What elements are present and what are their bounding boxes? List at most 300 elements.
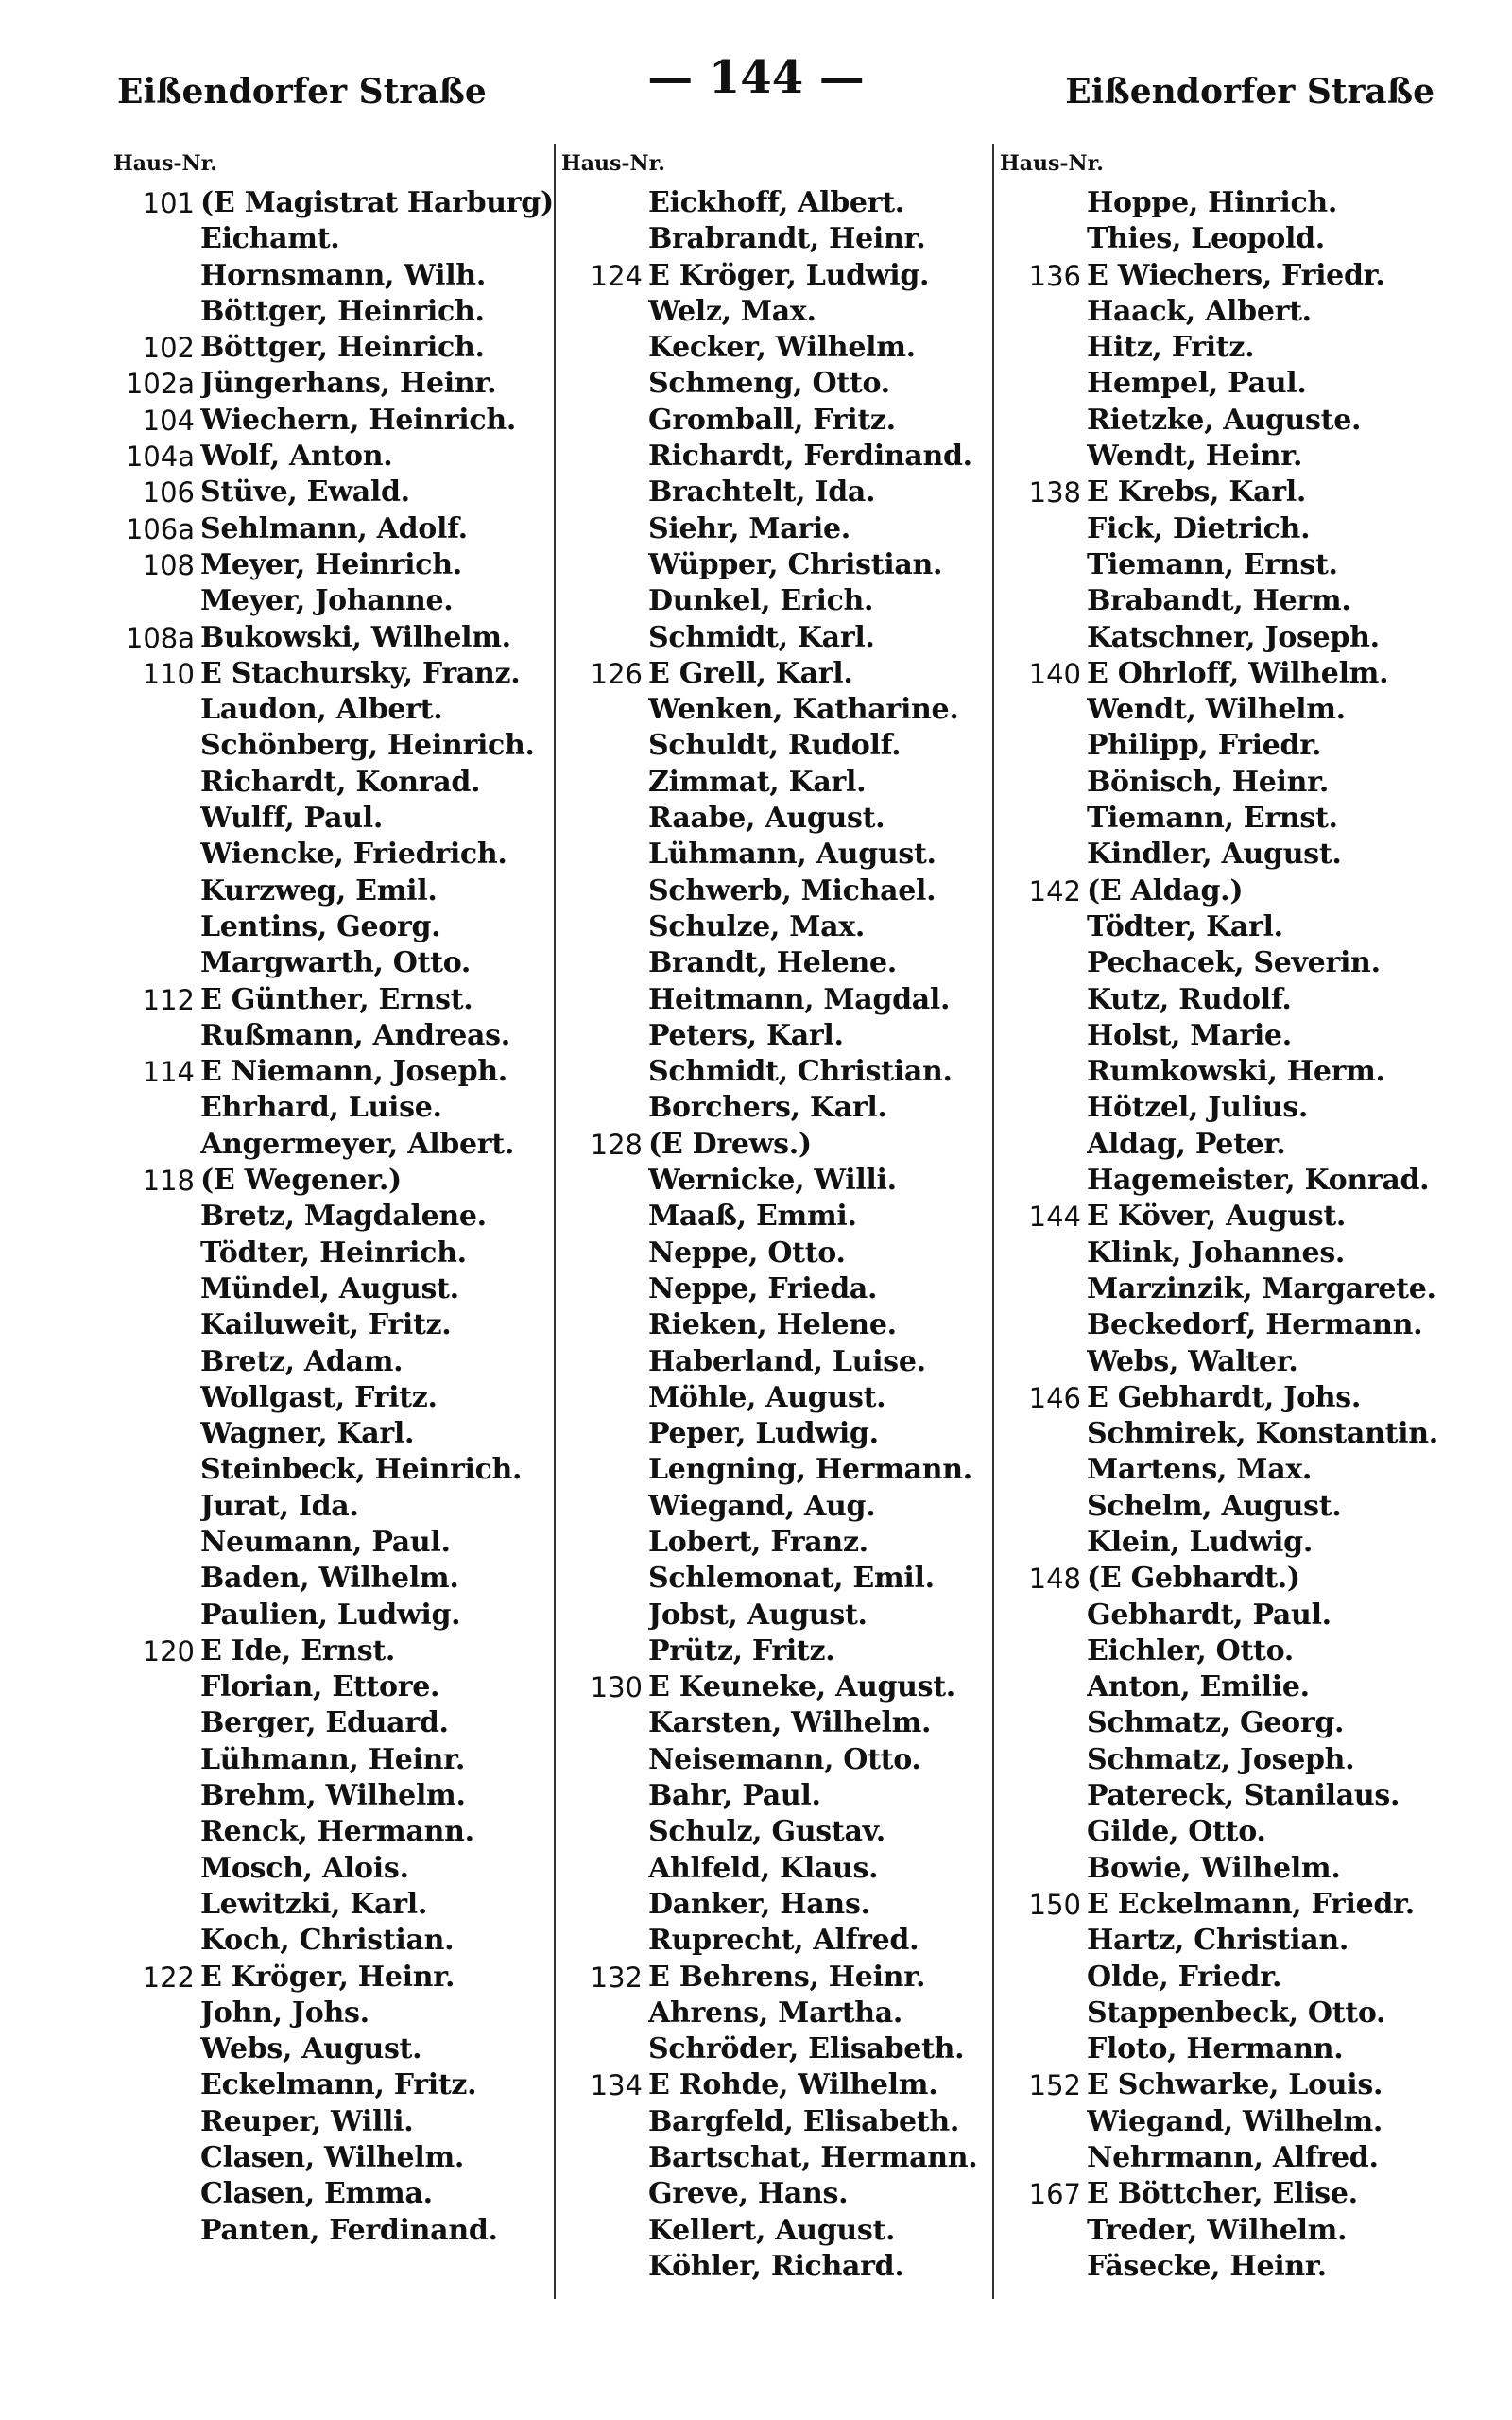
house-number: 167 bbox=[1028, 2178, 1081, 2211]
house-number bbox=[1000, 403, 1087, 439]
list-item bbox=[561, 1634, 1005, 1669]
resident-name: Beckedorf, Hermann. bbox=[1087, 1308, 1423, 1342]
house-number-heading: Haus-Nr. bbox=[561, 151, 665, 176]
list-item bbox=[561, 1090, 1005, 1126]
house-number bbox=[1000, 2213, 1087, 2249]
list-item bbox=[1000, 765, 1444, 801]
house-number bbox=[561, 2031, 648, 2067]
resident-name: E Behrens, Heinr. bbox=[648, 1960, 926, 1994]
list-item bbox=[1000, 1416, 1444, 1452]
resident-name: Rieken, Helene. bbox=[648, 1308, 897, 1342]
list-item bbox=[561, 439, 1005, 475]
resident-name: Nehrmann, Alfred. bbox=[1087, 2141, 1379, 2175]
resident-name: Wenken, Katharine. bbox=[648, 693, 959, 727]
resident-name: Bowie, Wilhelm. bbox=[1087, 1851, 1341, 1885]
house-number bbox=[1000, 511, 1087, 547]
house-number: 126 bbox=[590, 657, 643, 690]
house-number bbox=[113, 692, 200, 728]
entry-list bbox=[561, 185, 1005, 2285]
resident-name: (E Magistrat Harburg) bbox=[200, 186, 554, 219]
list-item bbox=[1000, 2249, 1444, 2285]
list-item bbox=[1000, 1380, 1444, 1416]
resident-name: Richardt, Konrad. bbox=[200, 765, 481, 799]
house-number bbox=[561, 1996, 648, 2031]
house-number bbox=[1000, 1307, 1087, 1343]
list-item bbox=[113, 439, 558, 475]
list-item bbox=[1000, 2140, 1444, 2176]
house-number bbox=[1000, 185, 1087, 221]
list-item bbox=[1000, 2176, 1444, 2212]
list-item bbox=[561, 1705, 1005, 1741]
house-number bbox=[1000, 1705, 1087, 1741]
list-item bbox=[1000, 1960, 1444, 1996]
house-number bbox=[561, 1814, 648, 1850]
house-number: 102a bbox=[125, 368, 195, 401]
list-item bbox=[113, 2140, 558, 2176]
resident-name: Schwerb, Michael. bbox=[648, 873, 936, 908]
house-number bbox=[1000, 1018, 1087, 1054]
list-item bbox=[1000, 403, 1444, 439]
house-number bbox=[1000, 2249, 1087, 2285]
list-item bbox=[113, 366, 558, 402]
resident-name: Stappenbeck, Otto. bbox=[1087, 1996, 1386, 2030]
list-item bbox=[1000, 692, 1444, 728]
resident-name: Tiemann, Ernst. bbox=[1087, 547, 1338, 581]
list-item bbox=[113, 656, 558, 692]
house-number bbox=[561, 728, 648, 764]
resident-name: Koch, Christian. bbox=[200, 1924, 455, 1958]
house-number bbox=[1000, 1452, 1087, 1488]
house-number bbox=[561, 692, 648, 728]
resident-name: E Eckelmann, Friedr. bbox=[1087, 1887, 1415, 1921]
list-item bbox=[113, 2176, 558, 2212]
list-item bbox=[1000, 1923, 1444, 1959]
house-number bbox=[561, 982, 648, 1018]
list-item bbox=[1000, 1851, 1444, 1887]
house-number bbox=[1000, 221, 1087, 257]
resident-name: Ahlfeld, Klaus. bbox=[648, 1851, 879, 1885]
resident-name: Eckelmann, Fritz. bbox=[200, 2068, 477, 2102]
list-item bbox=[1000, 583, 1444, 619]
resident-name: Baden, Wilhelm. bbox=[200, 1562, 459, 1596]
house-number bbox=[1000, 1489, 1087, 1525]
list-item bbox=[113, 945, 558, 981]
list-item bbox=[113, 185, 558, 221]
resident-name: Neppe, Frieda. bbox=[648, 1271, 878, 1305]
house-number bbox=[1000, 801, 1087, 837]
resident-name: Neisemann, Otto. bbox=[648, 1742, 921, 1776]
street-header-right: Eißendorfer Straße bbox=[1065, 72, 1435, 112]
house-number: 112 bbox=[142, 983, 195, 1016]
house-number bbox=[1000, 1127, 1087, 1163]
house-number bbox=[561, 1307, 648, 1343]
house-number bbox=[1000, 1778, 1087, 1814]
list-item bbox=[1000, 258, 1444, 294]
list-item bbox=[561, 258, 1005, 294]
resident-name: Steinbeck, Heinrich. bbox=[200, 1453, 523, 1487]
list-item bbox=[561, 511, 1005, 547]
list-item bbox=[1000, 801, 1444, 837]
list-item bbox=[561, 1851, 1005, 1887]
house-number: 138 bbox=[1028, 476, 1081, 510]
house-number bbox=[1000, 1923, 1087, 1959]
list-item bbox=[1000, 1127, 1444, 1163]
house-number-heading: Haus-Nr. bbox=[113, 151, 217, 176]
house-number bbox=[561, 2213, 648, 2249]
house-number bbox=[561, 185, 648, 221]
resident-name: Tiemann, Ernst. bbox=[1087, 802, 1338, 836]
resident-name: Raabe, August. bbox=[648, 802, 885, 836]
resident-name: Möhle, August. bbox=[648, 1380, 886, 1414]
list-item bbox=[1000, 1271, 1444, 1307]
house-number bbox=[561, 801, 648, 837]
list-item bbox=[561, 1163, 1005, 1199]
list-item bbox=[561, 1923, 1005, 1959]
list-item bbox=[561, 656, 1005, 692]
list-item bbox=[1000, 439, 1444, 475]
resident-name: Kellert, August. bbox=[648, 2213, 896, 2247]
list-item bbox=[1000, 873, 1444, 909]
house-number: 102 bbox=[142, 332, 195, 365]
resident-name: Lühmann, Heinr. bbox=[200, 1742, 466, 1776]
resident-name: Brachtelt, Ida. bbox=[648, 475, 876, 510]
resident-name: Rußmann, Andreas. bbox=[200, 1018, 510, 1052]
house-number bbox=[113, 909, 200, 945]
house-number bbox=[113, 1199, 200, 1235]
list-item bbox=[113, 330, 558, 366]
house-number bbox=[561, 2249, 648, 2285]
list-item bbox=[1000, 837, 1444, 873]
list-item bbox=[113, 294, 558, 330]
resident-name: Wendt, Heinr. bbox=[1087, 440, 1303, 474]
resident-name: Paulien, Ludwig. bbox=[200, 1598, 461, 1632]
list-item bbox=[561, 1344, 1005, 1380]
resident-name: Philipp, Friedr. bbox=[1087, 729, 1322, 763]
list-item bbox=[561, 403, 1005, 439]
resident-name: Lentins, Georg. bbox=[200, 909, 441, 943]
house-number bbox=[1000, 620, 1087, 656]
list-item bbox=[113, 873, 558, 909]
resident-name: Hartz, Christian. bbox=[1087, 1924, 1349, 1958]
resident-name: Schelm, August. bbox=[1087, 1489, 1342, 1523]
list-item bbox=[113, 1127, 558, 1163]
house-number bbox=[561, 2104, 648, 2140]
resident-name: Jobst, August. bbox=[648, 1598, 868, 1632]
resident-name: Neumann, Paul. bbox=[200, 1525, 451, 1559]
list-item bbox=[113, 258, 558, 294]
list-item bbox=[1000, 221, 1444, 257]
resident-name: Maaß, Emmi. bbox=[648, 1200, 857, 1234]
list-item bbox=[113, 2213, 558, 2249]
house-number bbox=[113, 294, 200, 330]
house-number bbox=[113, 1090, 200, 1126]
resident-name: Peters, Karl. bbox=[648, 1018, 844, 1052]
list-item bbox=[561, 547, 1005, 583]
house-number bbox=[1000, 583, 1087, 619]
house-number bbox=[1000, 2104, 1087, 2140]
house-number bbox=[113, 1416, 200, 1452]
resident-name: Lewitzki, Karl. bbox=[200, 1887, 428, 1921]
house-number bbox=[113, 1018, 200, 1054]
resident-name: Wendt, Wilhelm. bbox=[1087, 693, 1346, 727]
list-item bbox=[113, 1199, 558, 1235]
house-number bbox=[561, 1561, 648, 1597]
resident-name: Webs, Walter. bbox=[1087, 1344, 1298, 1378]
list-item bbox=[561, 1525, 1005, 1561]
house-number bbox=[561, 873, 648, 909]
list-item bbox=[113, 1742, 558, 1778]
list-item bbox=[113, 1307, 558, 1343]
resident-name: Brandt, Helene. bbox=[648, 946, 897, 980]
resident-name: Schlemonat, Emil. bbox=[648, 1562, 935, 1596]
resident-name: Schmidt, Karl. bbox=[648, 620, 875, 654]
list-item bbox=[1000, 1236, 1444, 1271]
list-item bbox=[1000, 2031, 1444, 2067]
house-number: 110 bbox=[142, 657, 195, 690]
house-number bbox=[561, 1018, 648, 1054]
list-item bbox=[1000, 2104, 1444, 2140]
resident-name: E Niemann, Joseph. bbox=[200, 1055, 507, 1089]
resident-name: Meyer, Johanne. bbox=[200, 584, 454, 618]
resident-name: (E Gebhardt.) bbox=[1087, 1562, 1300, 1596]
column-1 bbox=[113, 142, 558, 2249]
list-item bbox=[113, 1960, 558, 1996]
house-number bbox=[113, 2213, 200, 2249]
resident-name: Eickhoff, Albert. bbox=[648, 186, 904, 219]
house-number bbox=[1000, 1054, 1087, 1090]
resident-name: Mosch, Alois. bbox=[200, 1851, 409, 1885]
list-item bbox=[561, 221, 1005, 257]
resident-name: Florian, Ettore. bbox=[200, 1670, 440, 1704]
list-item bbox=[561, 1018, 1005, 1054]
house-number bbox=[1000, 945, 1087, 981]
house-number: 104a bbox=[125, 441, 195, 474]
house-number bbox=[1000, 547, 1087, 583]
resident-name: Kailuweit, Fritz. bbox=[200, 1308, 452, 1342]
resident-name: E Gebhardt, Johs. bbox=[1087, 1380, 1362, 1414]
street-header-left: Eißendorfer Straße bbox=[117, 72, 487, 112]
house-number bbox=[561, 1344, 648, 1380]
list-item bbox=[561, 801, 1005, 837]
house-number bbox=[1000, 1598, 1087, 1634]
list-item bbox=[113, 547, 558, 583]
resident-name: Bukowski, Wilhelm. bbox=[200, 620, 511, 654]
list-item bbox=[561, 1236, 1005, 1271]
resident-name: Danker, Hans. bbox=[648, 1887, 870, 1921]
list-item bbox=[561, 366, 1005, 402]
resident-name: Clasen, Wilhelm. bbox=[200, 2141, 465, 2175]
house-number bbox=[1000, 1416, 1087, 1452]
list-item bbox=[561, 1452, 1005, 1488]
list-item bbox=[113, 1236, 558, 1271]
list-item bbox=[561, 1814, 1005, 1850]
resident-name: Kurzweg, Emil. bbox=[200, 873, 438, 908]
list-item bbox=[561, 2140, 1005, 2176]
resident-name: Lengning, Hermann. bbox=[648, 1453, 972, 1487]
resident-name: E Köver, August. bbox=[1087, 1200, 1347, 1234]
house-number bbox=[1000, 1960, 1087, 1996]
resident-name: Brehm, Wilhelm. bbox=[200, 1779, 466, 1813]
page-number: — 144 — bbox=[647, 51, 865, 104]
house-number bbox=[561, 1887, 648, 1923]
house-number: 106 bbox=[142, 476, 195, 510]
house-number: 142 bbox=[1028, 874, 1081, 908]
list-item bbox=[561, 1778, 1005, 1814]
list-item bbox=[113, 1705, 558, 1741]
resident-name: Schröder, Elisabeth. bbox=[648, 2032, 965, 2066]
resident-name: Anton, Emilie. bbox=[1087, 1670, 1310, 1704]
house-number bbox=[1000, 366, 1087, 402]
house-number bbox=[561, 2140, 648, 2176]
resident-name: Jurat, Ida. bbox=[200, 1489, 359, 1523]
list-item bbox=[561, 2213, 1005, 2249]
house-number bbox=[561, 403, 648, 439]
resident-name: Holst, Marie. bbox=[1087, 1018, 1292, 1052]
list-item bbox=[113, 2067, 558, 2103]
house-number bbox=[1000, 1163, 1087, 1199]
list-item bbox=[561, 873, 1005, 909]
resident-name: Welz, Max. bbox=[648, 294, 816, 328]
house-number bbox=[113, 1127, 200, 1163]
resident-name: Hitz, Fritz. bbox=[1087, 331, 1255, 365]
house-number bbox=[113, 2140, 200, 2176]
list-item bbox=[113, 1634, 558, 1669]
list-item bbox=[113, 982, 558, 1018]
resident-name: Reuper, Willi. bbox=[200, 2104, 414, 2138]
house-number bbox=[113, 583, 200, 619]
resident-name: Bahr, Paul. bbox=[648, 1779, 821, 1813]
resident-name: Richardt, Ferdinand. bbox=[648, 440, 972, 474]
house-number: 134 bbox=[590, 2069, 643, 2102]
house-number bbox=[561, 1525, 648, 1561]
resident-name: Wiegand, Aug. bbox=[648, 1489, 876, 1523]
list-item bbox=[561, 1960, 1005, 1996]
house-number bbox=[561, 1923, 648, 1959]
list-item bbox=[113, 583, 558, 619]
house-number: 120 bbox=[142, 1634, 195, 1668]
list-item bbox=[1000, 1344, 1444, 1380]
house-number bbox=[1000, 1525, 1087, 1561]
house-number: 101 bbox=[142, 187, 195, 219]
resident-name: Mündel, August. bbox=[200, 1271, 459, 1305]
resident-name: Clasen, Emma. bbox=[200, 2177, 433, 2211]
resident-name: Eichler, Otto. bbox=[1087, 1634, 1294, 1668]
house-number bbox=[113, 1598, 200, 1634]
list-item bbox=[113, 1489, 558, 1525]
resident-name: Wulff, Paul. bbox=[200, 802, 383, 836]
resident-name: Thies, Leopold. bbox=[1087, 222, 1325, 256]
house-number bbox=[113, 1887, 200, 1923]
list-item bbox=[561, 1416, 1005, 1452]
house-number bbox=[113, 1705, 200, 1741]
column-2 bbox=[561, 142, 1005, 2285]
house-number bbox=[561, 1054, 648, 1090]
list-item bbox=[113, 765, 558, 801]
list-item bbox=[561, 2104, 1005, 2140]
house-number bbox=[561, 1851, 648, 1887]
list-item bbox=[1000, 1307, 1444, 1343]
house-number bbox=[113, 1525, 200, 1561]
list-item bbox=[1000, 1018, 1444, 1054]
list-item bbox=[561, 1489, 1005, 1525]
house-number bbox=[1000, 1271, 1087, 1307]
house-number bbox=[561, 511, 648, 547]
house-number bbox=[113, 801, 200, 837]
list-item bbox=[1000, 945, 1444, 981]
resident-name: Olde, Friedr. bbox=[1087, 1960, 1282, 1994]
list-item bbox=[561, 475, 1005, 510]
resident-name: Wollgast, Fritz. bbox=[200, 1380, 438, 1414]
resident-name: Karsten, Wilhelm. bbox=[648, 1706, 932, 1740]
house-number bbox=[113, 1452, 200, 1488]
house-number bbox=[113, 1344, 200, 1380]
list-item bbox=[113, 1669, 558, 1705]
list-item bbox=[1000, 1090, 1444, 1126]
house-number bbox=[113, 1489, 200, 1525]
house-number bbox=[1000, 294, 1087, 330]
resident-name: Schmatz, Joseph. bbox=[1087, 1742, 1355, 1776]
house-number bbox=[1000, 1344, 1087, 1380]
list-item bbox=[561, 1054, 1005, 1090]
house-number bbox=[561, 366, 648, 402]
house-number bbox=[1000, 982, 1087, 1018]
list-item bbox=[1000, 620, 1444, 656]
list-item bbox=[113, 1163, 558, 1199]
house-number bbox=[561, 330, 648, 366]
house-number bbox=[1000, 728, 1087, 764]
house-number bbox=[561, 1271, 648, 1307]
resident-name: Hötzel, Julius. bbox=[1087, 1091, 1309, 1125]
list-item bbox=[113, 1271, 558, 1307]
list-item bbox=[561, 728, 1005, 764]
resident-name: Renck, Hermann. bbox=[200, 1815, 474, 1849]
list-item bbox=[1000, 982, 1444, 1018]
resident-name: Lobert, Franz. bbox=[648, 1525, 868, 1559]
house-number: 118 bbox=[142, 1165, 195, 1198]
resident-name: Wiegand, Wilhelm. bbox=[1087, 2104, 1383, 2138]
resident-name: Zimmat, Karl. bbox=[648, 765, 867, 799]
house-number bbox=[113, 258, 200, 294]
house-number bbox=[561, 1199, 648, 1235]
resident-name: Köhler, Richard. bbox=[648, 2249, 904, 2283]
list-item bbox=[561, 185, 1005, 221]
resident-name: Panten, Ferdinand. bbox=[200, 2213, 498, 2247]
resident-name: Wagner, Karl. bbox=[200, 1417, 415, 1451]
resident-name: Schmeng, Otto. bbox=[648, 367, 890, 401]
resident-name: Wernicke, Willi. bbox=[648, 1164, 897, 1198]
resident-name: E Grell, Karl. bbox=[648, 656, 853, 690]
resident-name: Bargfeld, Elisabeth. bbox=[648, 2104, 959, 2138]
list-item bbox=[1000, 1669, 1444, 1705]
house-number bbox=[113, 1814, 200, 1850]
house-number bbox=[113, 873, 200, 909]
house-number: 152 bbox=[1028, 2069, 1081, 2102]
resident-name: Lühmann, August. bbox=[648, 838, 936, 872]
house-number bbox=[113, 2067, 200, 2103]
list-item bbox=[113, 1778, 558, 1814]
list-item bbox=[1000, 511, 1444, 547]
house-number: 108 bbox=[142, 548, 195, 581]
house-number bbox=[1000, 1634, 1087, 1669]
list-item bbox=[1000, 547, 1444, 583]
house-number bbox=[561, 294, 648, 330]
list-item bbox=[113, 1887, 558, 1923]
resident-name: Borchers, Karl. bbox=[648, 1091, 887, 1125]
house-number bbox=[561, 475, 648, 510]
resident-name: Pechacek, Severin. bbox=[1087, 946, 1381, 980]
house-number bbox=[113, 1561, 200, 1597]
list-item bbox=[113, 1814, 558, 1850]
